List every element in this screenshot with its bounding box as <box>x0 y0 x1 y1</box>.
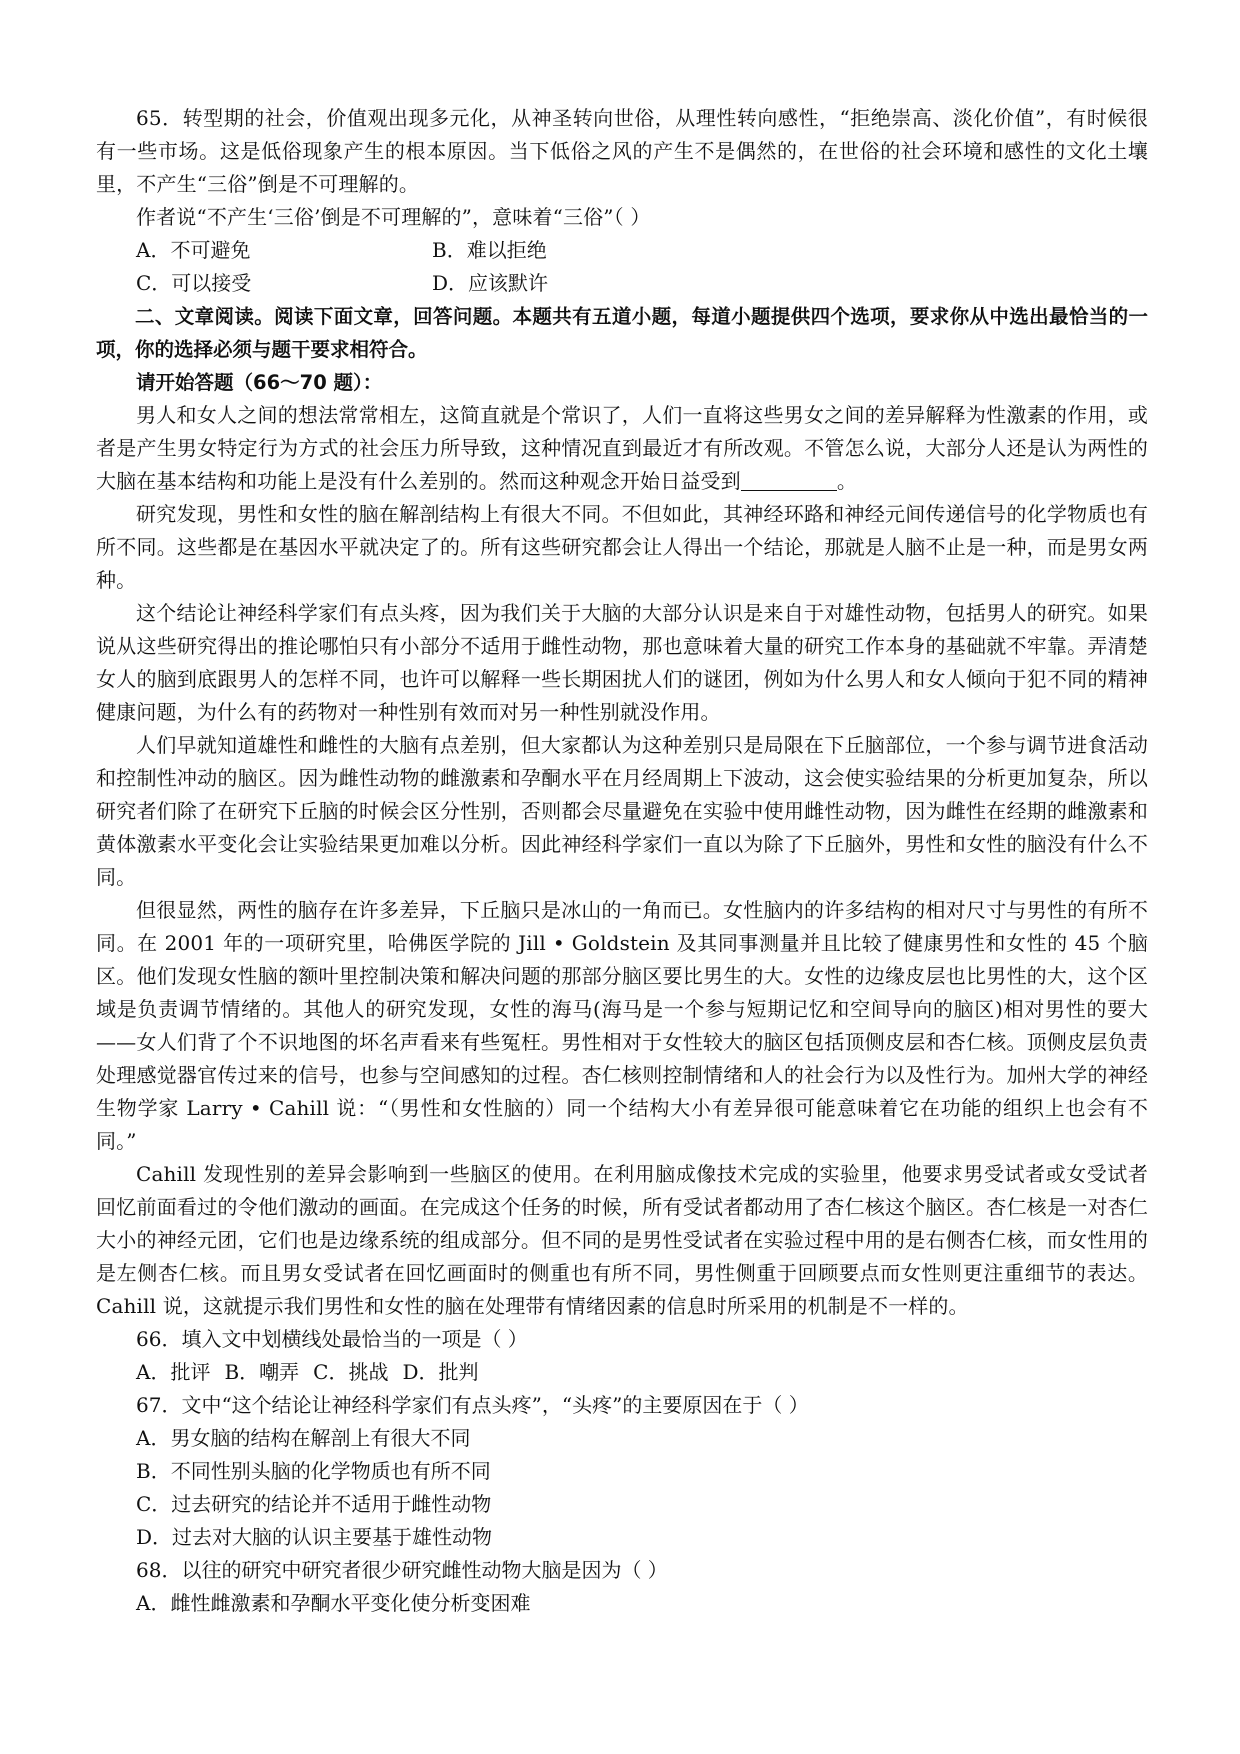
q65-option-d: D．应该默许 <box>432 271 549 295</box>
q65-passage: 65．转型期的社会，价值观出现多元化，从神圣转向世俗，从理性转向感性，“拒绝崇高、淡化价值”，有时候很有一些市场。这是低俗现象产生的根本原因。当下低俗之风的产生不是偶然的，在世俗的社会环境和感性的文化土壤里，不产生“三俗”倒是不可理解的。 <box>96 106 1148 196</box>
article-paragraph-5: 但很显然，两性的脑存在许多差异，下丘脑只是冰山的一角而已。女性脑内的许多结构的相对尺寸与男性的有所不同。在 2001 年的一项研究里，哈佛医学院的 Jill • Goldstein 及其同事测量并且比较了健康男性和女性的 45 个脑区。他们发现女性脑的额叶里控制决策和解决问题的那部分脑区要比男生的大。女性的边缘皮层也比男性的大，这个区域是负责调节情绪的。其他人的研究发现，女性的海马(海马是一个参与短期记忆和空间导向的脑区)相对男性的要大——女人们背了个不识地图的坏名声看来有些冤枉。男性相对于女性较大的脑区包括顶侧皮层和杏仁核。顶侧皮层负责处理感觉器官传过来的信号，也参与空间感知的过程。杏仁核则控制情绪和人的社会行为以及性行为。加州大学的神经生物学家 Larry • Cahill 说：“（男性和女性脑的）同一个结构大小有差异很可能意味着它在功能的组织上也会有不同。” <box>96 898 1148 1153</box>
q67-question: 67．文中“这个结论让神经科学家们有点头疼”，“头疼”的主要原因在于（ ） <box>136 1393 809 1417</box>
article-paragraph-1-end: 。 <box>836 469 857 493</box>
q65-options-row-1 <box>96 234 1148 267</box>
q68-question: 68．以往的研究中研究者很少研究雌性动物大脑是因为（ ） <box>136 1558 668 1582</box>
q66-question: 66．填入文中划横线处最恰当的一项是（ ） <box>136 1327 528 1351</box>
q65-option-a: A．不可避免 <box>136 238 251 262</box>
q66-option-a: A．批评 <box>136 1360 211 1384</box>
article-paragraph-6: Cahill 发现性别的差异会影响到一些脑区的使用。在利用脑成像技术完成的实验里，他要求男受试者或女受试者回忆前面看过的令他们激动的画面。在完成这个任务的时候，所有受试者都动用了杏仁核这个脑区。杏仁核是一对杏仁大小的神经元团，它们也是边缘系统的组成部分。但不同的是男性受试者在实验过程中用的是右侧杏仁核，而女性用的是左侧杏仁核。而且男女受试者在回忆画面时的侧重也有所不同，男性侧重于回顾要点而女性则更注重细节的表达。Cahill 说，这就提示我们男性和女性的脑在处理带有情绪因素的信息时所采用的机制是不一样的。 <box>96 1162 1148 1318</box>
q67-option-a: A．男女脑的结构在解剖上有很大不同 <box>136 1426 471 1450</box>
q68-option-a: A．雌性雌激素和孕酮水平变化使分析变困难 <box>136 1591 531 1615</box>
section-2-heading: 二、文章阅读。阅读下面文章，回答问题。本题共有五道小题，每道小题提供四个选项，要求你从中选出最恰当的一项，你的选择必须与题干要求相符合。 <box>96 305 1148 361</box>
q67-option-c: C．过去研究的结论并不适用于雌性动物 <box>136 1492 492 1516</box>
article-paragraph-1 <box>96 399 1148 498</box>
section-2-start-label: 请开始答题（66～70 题）： <box>136 371 383 394</box>
fill-in-blank <box>741 470 837 491</box>
q66-option-b: B．嘲弄 <box>224 1360 300 1384</box>
q66-options <box>96 1356 1148 1389</box>
q66-option-c: C．挑战 <box>313 1360 389 1384</box>
article-paragraph-4: 人们早就知道雄性和雌性的大脑有点差别，但大家都认为这种差别只是局限在下丘脑部位，一个参与调节进食活动和控制性冲动的脑区。因为雌性动物的雌激素和孕酮水平在月经周期上下波动，这会使实验结果的分析更加复杂，所以研究者们除了在研究下丘脑的时候会区分性别，否则都会尽量避免在实验中使用雌性动物，因为雌性在经期的雌激素和黄体激素水平变化会让实验结果更加难以分析。因此神经科学家们一直以为除了下丘脑外，男性和女性的脑没有什么不同。 <box>96 733 1148 889</box>
q65-question: 作者说“不产生‘三俗’倒是不可理解的”，意味着“三俗”（ ） <box>136 205 651 229</box>
article-paragraph-1-text: 男人和女人之间的想法常常相左，这简直就是个常识了，人们一直将这些男女之间的差异解释为性激素的作用，或者是产生男女特定行为方式的社会压力所导致，这种情况直到最近才有所改观。不管怎么说，大部分人还是认为两性的大脑在基本结构和功能上是没有什么差别的。然而这种观念开始日益受到 <box>96 403 1148 493</box>
article-paragraph-3: 这个结论让神经科学家们有点头疼，因为我们关于大脑的大部分认识是来自于对雄性动物，包括男人的研究。如果说从这些研究得出的推论哪怕只有小部分不适用于雌性动物，那也意味着大量的研究工作本身的基础就不牢靠。弄清楚女人的脑到底跟男人的怎样不同，也许可以解释一些长期困扰人们的谜团，例如为什么男人和女人倾向于犯不同的精神健康问题，为什么有的药物对一种性别有效而对另一种性别就没作用。 <box>96 601 1148 724</box>
q65-option-b: B．难以拒绝 <box>432 238 547 262</box>
article-paragraph-2: 研究发现，男性和女性的脑在解剖结构上有很大不同。不但如此，其神经环路和神经元间传递信号的化学物质也有所不同。这些都是在基因水平就决定了的。所有这些研究都会让人得出一个结论，那就是人脑不止是一种，而是男女两种。 <box>96 502 1148 592</box>
q66-option-d: D．批判 <box>402 1360 479 1384</box>
q67-option-b: B．不同性别头脑的化学物质也有所不同 <box>136 1459 491 1483</box>
exam-page <box>96 102 1148 1620</box>
q65-options-row-2 <box>96 267 1148 300</box>
q67-option-d: D．过去对大脑的认识主要基于雄性动物 <box>136 1525 493 1549</box>
q65-option-c: C．可以接受 <box>136 271 252 295</box>
